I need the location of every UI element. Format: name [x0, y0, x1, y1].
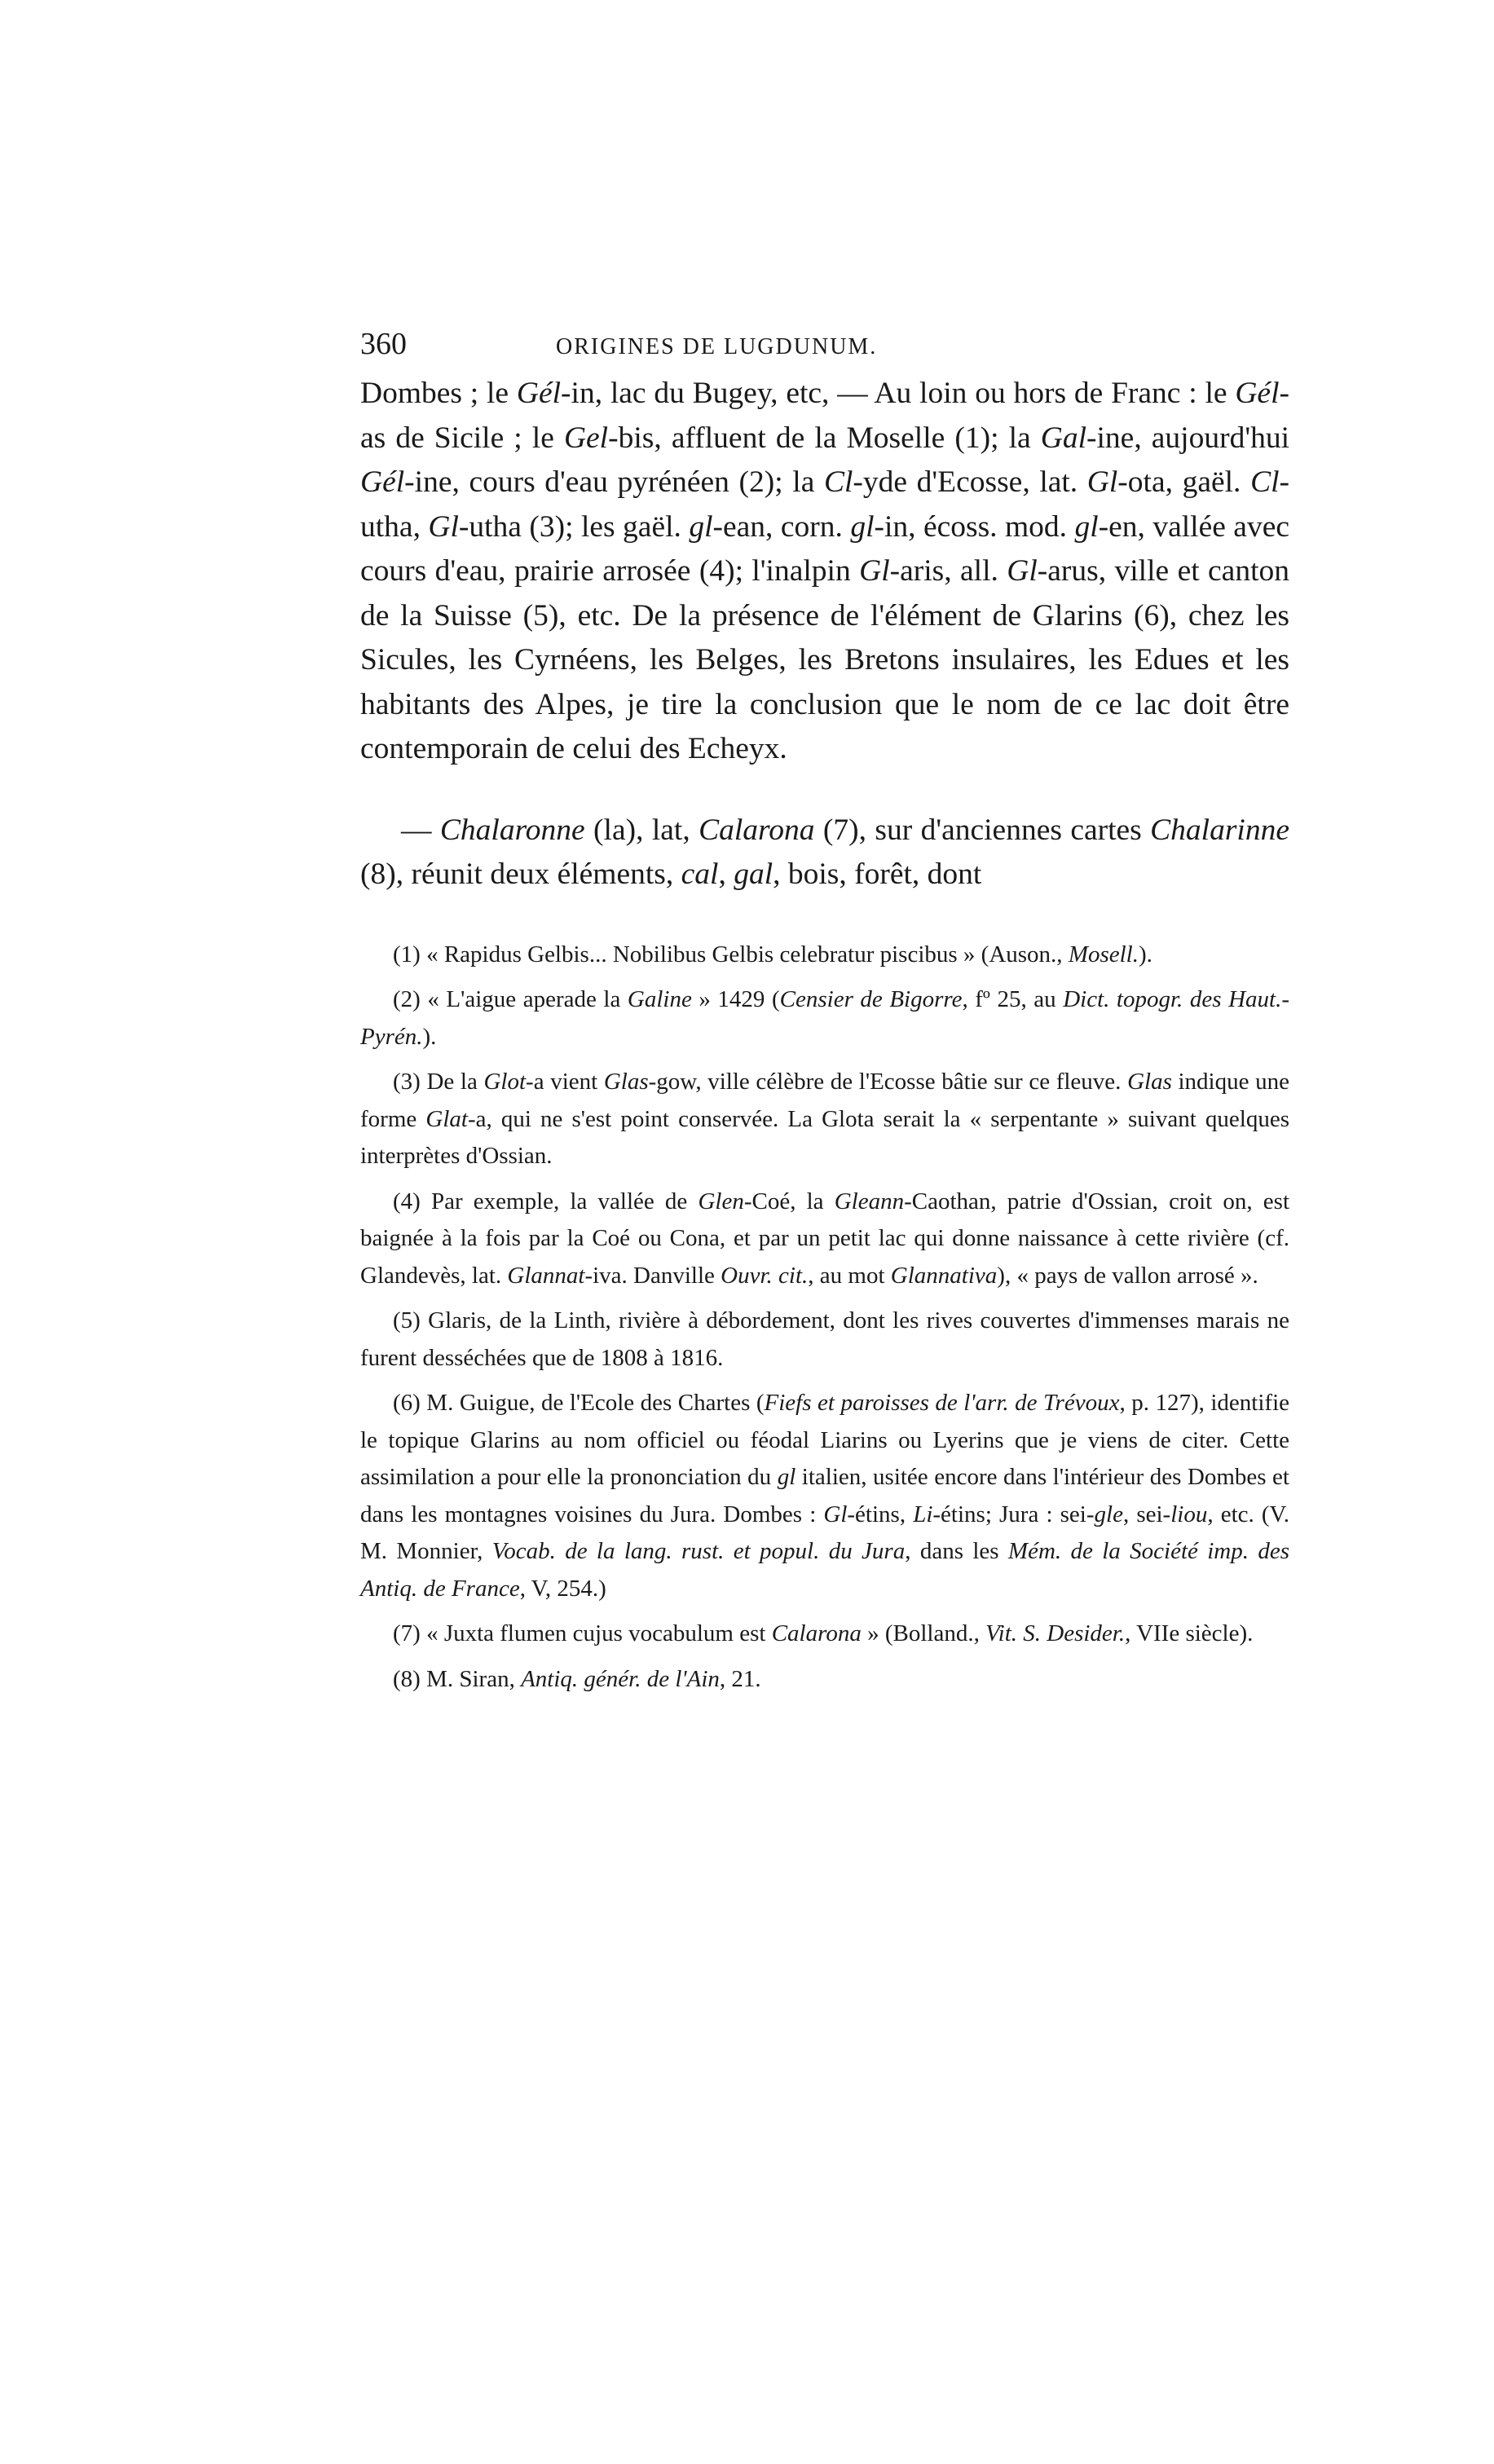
text-run: -in, lac du Bugey, etc, — Au loin ou hors de Franc : le: [561, 377, 1236, 410]
italic-term: Glen: [698, 1188, 744, 1214]
text-run: -aris, all.: [889, 554, 1007, 588]
italic-term: Antiq. génér. de l'Ain: [521, 1665, 720, 1692]
text-run: » (Bolland.,: [861, 1620, 986, 1646]
text-run: Dombes ; le: [360, 377, 517, 410]
italic-term: Gél: [360, 465, 405, 499]
italic-term: Cl: [823, 465, 853, 499]
footnotes: [360, 937, 1289, 1699]
text-run: -utha (3); les gaël.: [458, 509, 690, 544]
italic-term: Calarona: [771, 1620, 862, 1646]
text-run: ).: [1139, 941, 1152, 968]
text-run: -Caothan, patrie d'Ossian, croit on, est baignée à la fois par la Coé ou Cona, et par un petit lac qui donne naissance à cette rivière (cf. Glandevès, lat.: [360, 1188, 1289, 1289]
italic-term: liou: [1170, 1501, 1208, 1527]
italic-term: Dict. topogr. des Haut.-Pyrén.: [360, 986, 1289, 1050]
italic-term: gal: [734, 857, 773, 891]
text-run: -ine, cours d'eau pyrénéen (2); la: [404, 465, 824, 499]
page-header: [360, 326, 1289, 372]
text-run: » 1429 (: [691, 986, 780, 1012]
text-run: indique une forme: [360, 1069, 1289, 1132]
text-run: -iva. Danville: [584, 1262, 721, 1289]
text-run: (2) « L'aigue aperade la: [393, 986, 628, 1012]
text-run: (1) « Rapidus Gelbis... Nobilibus Gelbis celebratur piscibus » (Auson.,: [393, 941, 1069, 968]
text-run: -in, écoss. mod.: [874, 509, 1075, 544]
text-run: -étins; Jura : sei-: [932, 1501, 1095, 1527]
text-run: , VIIe siècle).: [1125, 1620, 1254, 1646]
italic-term: Chalaronne: [439, 813, 585, 847]
italic-term: Vocab. de la lang. rust. et popul. du Jura: [491, 1538, 906, 1564]
text-run: (6) M. Guigue, de l'Ecole des Chartes (: [393, 1390, 765, 1416]
italic-term: Glas: [603, 1069, 649, 1095]
footnote-8: [360, 1661, 1289, 1699]
italic-term: gl: [1074, 509, 1099, 544]
italic-term: Mém. de la Société imp. des Antiq. de France: [360, 1538, 1289, 1602]
italic-term: Gel: [563, 421, 609, 455]
italic-term: Li: [913, 1501, 933, 1527]
text-run: -en, vallée avec cours d'eau, prairie arrosée (4); l'inalpin: [360, 509, 1289, 588]
text-run: , bois, forêt, dont: [773, 857, 982, 891]
italic-term: Chalarinne: [1150, 813, 1289, 847]
text-run: (7) « Juxta flumen cujus vocabulum est: [393, 1620, 772, 1646]
italic-term: Glot: [483, 1069, 527, 1095]
text-run: italien, usitée encore dans l'intérieur des Dombes et dans les montagnes voisines du Jura. Dombes :: [360, 1464, 1289, 1527]
italic-term: Glat: [425, 1105, 468, 1132]
footnote-4: [360, 1184, 1289, 1295]
italic-term: Gl: [823, 1501, 848, 1527]
italic-term: Calarona: [699, 813, 815, 847]
text-run: ), « pays de vallon arrosé ».: [997, 1262, 1258, 1289]
text-run: , etc. (V. M. Monnier,: [360, 1501, 1289, 1564]
text-run: -a, qui ne s'est point conservée. La Glota serait la « serpentante » suivant quelques interprètes d'Ossian.: [360, 1105, 1289, 1169]
text-run: (7), sur d'anciennes cartes: [814, 813, 1151, 847]
italic-term: Ouvr. cit.: [721, 1262, 809, 1289]
text-run: , au mot: [808, 1262, 891, 1289]
italic-term: Vit. S. Desider.: [985, 1620, 1126, 1646]
page: [360, 326, 1289, 1706]
text-run: -a vient: [526, 1069, 604, 1095]
italic-term: Gleann: [834, 1188, 905, 1214]
italic-term: Glannat: [507, 1262, 585, 1289]
text-run: (8) M. Siran,: [393, 1665, 522, 1692]
text-run: (la), lat,: [584, 813, 699, 847]
italic-term: Censier de Bigorre: [779, 986, 963, 1012]
page-number: 360: [360, 327, 407, 361]
text-run: -utha,: [360, 465, 1289, 544]
text-run: —: [401, 813, 440, 847]
text-run: -Coé, la: [743, 1188, 835, 1214]
footnote-7: [360, 1615, 1289, 1653]
paragraph-1: [360, 372, 1289, 772]
text-run: -as de Sicile ; le: [360, 377, 1289, 455]
italic-term: Gl: [859, 554, 890, 588]
italic-term: gl: [777, 1464, 796, 1490]
italic-term: Gal: [1040, 421, 1087, 455]
text-run: -gow, ville célèbre de l'Ecosse bâtie sur ce fleuve.: [648, 1069, 1128, 1095]
text-run: ,: [718, 857, 734, 891]
italic-term: gle: [1094, 1501, 1123, 1527]
running-title: ORIGINES DE LUGDUNUM.: [556, 334, 878, 359]
italic-term: Cl: [1250, 465, 1280, 499]
text-run: -ine, aujourd'hui: [1086, 421, 1290, 455]
italic-term: Gél: [1235, 377, 1280, 410]
italic-term: gl: [689, 509, 713, 544]
italic-term: Gl: [1007, 554, 1038, 588]
text-run: (4) Par exemple, la vallée de: [393, 1188, 699, 1214]
italic-term: Gél: [516, 377, 562, 410]
text-run: , V, 254.): [519, 1575, 606, 1602]
text-run: , dans les: [905, 1538, 1008, 1564]
text-run: -ota, gaël.: [1117, 465, 1251, 499]
text-run: -yde d'Ecosse, lat.: [853, 465, 1087, 499]
text-run: , p. 127), identifie le topique Glarins au nom officiel ou féodal Liarins ou Lyerins que je viens de citer. Cette assimilation a pour elle la prononciation du: [360, 1390, 1289, 1490]
italic-term: cal: [681, 857, 719, 891]
footnote-5: [360, 1303, 1289, 1377]
text-run: , 21.: [719, 1665, 761, 1692]
italic-term: Fiefs et paroisses de l'arr. de Trévoux: [764, 1390, 1120, 1416]
text-run: -bis, affluent de la Moselle (1); la: [608, 421, 1041, 455]
italic-term: gl: [850, 509, 875, 544]
italic-term: Galine: [627, 986, 692, 1012]
text-run: (3) De la: [393, 1069, 484, 1095]
text-run: -arus, ville et canton de la Suisse (5), etc. De la présence de l'élément de Glarins (6), chez les Sicules, les Cyrnéens, les Belges, les Bretons insulaires, les Edues et les habitants des Alpes, je tire la conclusion que le nom de ce lac doit être contemporain de celui des Echeyx.: [360, 554, 1289, 765]
text-run: (8), réunit deux éléments,: [360, 857, 681, 891]
footnote-1: [360, 937, 1289, 974]
text-run: , fº 25, au: [962, 986, 1064, 1012]
italic-term: Mosell.: [1068, 941, 1139, 968]
text-run: ).: [422, 1023, 437, 1050]
text-run: -ean, corn.: [712, 509, 851, 544]
text-run: (5) Glaris, de la Linth, rivière à débordement, dont les rives couvertes d'immenses marais ne furent desséchées que de 1808 à 1816.: [360, 1307, 1289, 1371]
italic-term: Glannativa: [890, 1262, 998, 1289]
italic-term: Gl: [1086, 465, 1118, 499]
italic-term: Glas: [1127, 1069, 1172, 1095]
paragraph-2: [360, 809, 1289, 897]
text-run: -étins,: [847, 1501, 914, 1527]
text-run: , sei-: [1122, 1501, 1171, 1527]
main-text: [360, 372, 1289, 897]
footnote-2: [360, 981, 1289, 1056]
italic-term: Gl: [428, 509, 459, 544]
footnote-3: [360, 1064, 1289, 1175]
footnote-6: [360, 1385, 1289, 1607]
